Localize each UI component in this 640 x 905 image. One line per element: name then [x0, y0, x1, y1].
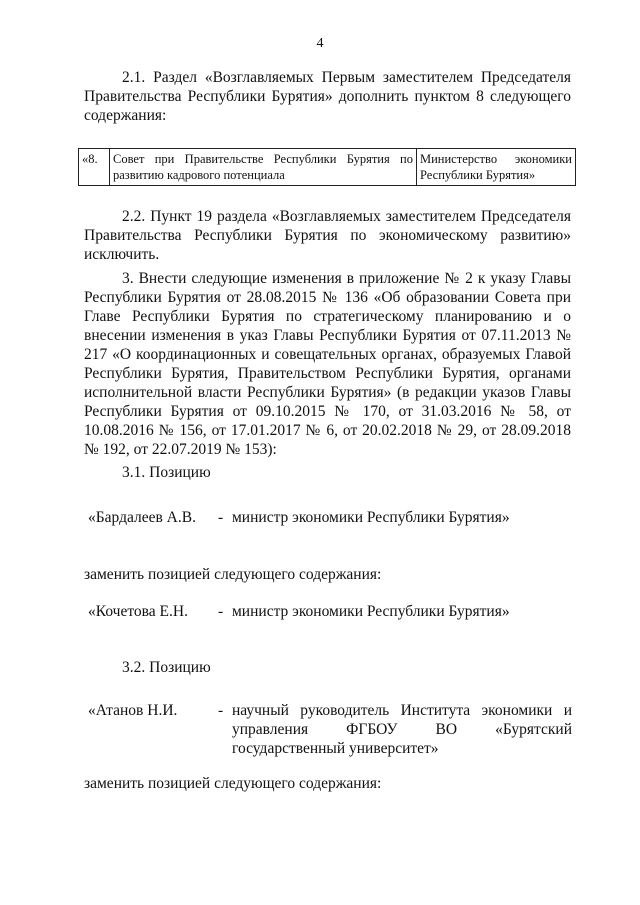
table-row — [79, 149, 576, 186]
replace-text-3-1: заменить позицией следующего содержания: — [84, 566, 382, 583]
position-name: «Бардалеев А.В. — [88, 509, 196, 526]
position-description: научный руководитель Института экономики и управления ФГБОУ ВО «Бурятский государственный университет» — [232, 702, 572, 757]
paragraph-3: 3. Внести следующие изменения в приложение № 2 к указу Главы Республики Бурятия от 28.08.2015 № 136 «Об образовании Совета при Главе Республики Бурятия по стратегическому планированию и о внесении изменения в указ Главы Республики Бурятия от 07.11.2013 № 217 «О координационных и совещательных органах, образуемых Главой Республики Бурятия, Правительством Республики Бурятия, органами исполнительной власти Республики Бурятия» (в редакции указов Главы Республики Бурятия от 09.10.2015 № 170, от 31.03.2016 № 58, от 10.08.2016 № 156, от 17.01.2017 № 6, от 20.02.2018 № 29, от 28.09.2018 № 192, от 22.07.2019 № 153): — [84, 270, 571, 458]
heading-3-1: 3.1. Позицию — [122, 464, 211, 481]
position-dash: - — [218, 509, 224, 526]
replace-text-3-2: заменить позицией следующего содержания: — [84, 775, 382, 792]
position-dash: - — [218, 702, 224, 719]
position-description: министр экономики Республики Бурятия» — [232, 603, 510, 620]
position-description: министр экономики Республики Бурятия» — [232, 509, 510, 526]
position-name: «Атанов Н.И. — [88, 702, 178, 719]
page-number: 4 — [316, 36, 324, 51]
insertion-table — [78, 148, 576, 186]
heading-3-2: 3.2. Позицию — [122, 659, 211, 676]
paragraph-2-1: 2.1. Раздел «Возглавляемых Первым заместителем Председателя Правительства Республики Бурятия» дополнить пунктом 8 следующего содержания: — [84, 69, 571, 124]
table-cell-organization: Министерство экономики Республики Бурятия» — [417, 149, 576, 186]
table-cell-number: «8. — [79, 149, 110, 186]
position-dash: - — [218, 603, 224, 620]
position-name: «Кочетова Е.Н. — [88, 603, 188, 620]
table-cell-council-name: Совет при Правительстве Республики Бурятия по развитию кадрового потенциала — [110, 149, 417, 186]
paragraph-2-2: 2.2. Пункт 19 раздела «Возглавляемых заместителем Председателя Правительства Республики Бурятия по экономическому развитию» исключить. — [84, 208, 571, 263]
